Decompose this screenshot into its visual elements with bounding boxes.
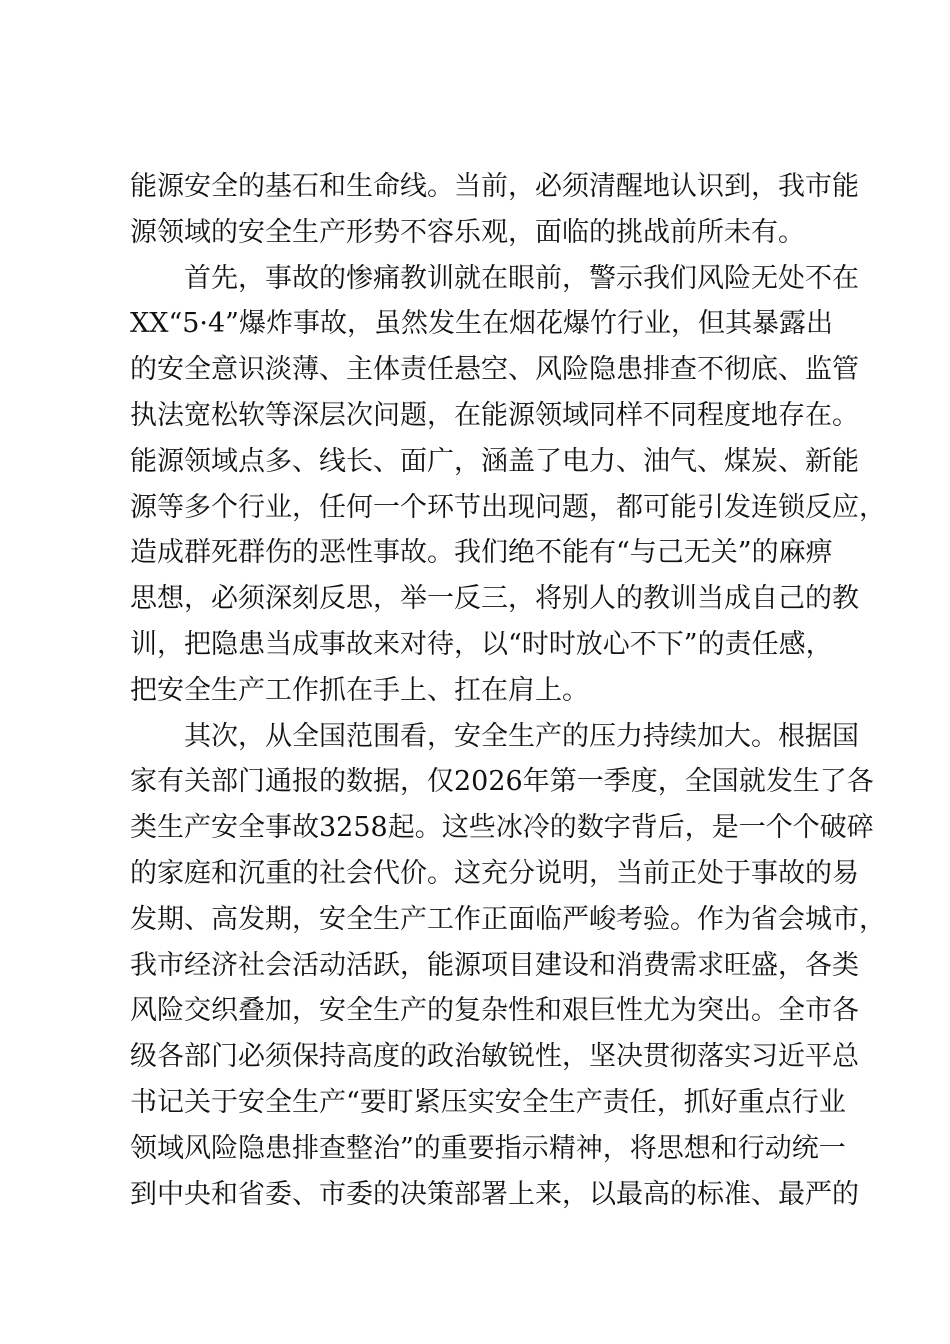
- text-line: 把安全生产工作抓在手上、扛在肩上。: [130, 674, 589, 706]
- text-line: 书记关于安全生产“要盯紧压实安全生产责任，抓好重点行业: [130, 1086, 846, 1118]
- text-line: XX“5·4”爆炸事故，虽然发生在烟花爆竹行业，但其暴露出: [130, 308, 833, 340]
- text-line: 级各部门必须保持高度的政治敏锐性，坚决贯彻落实习近平总: [130, 1041, 859, 1073]
- text-line: 类生产安全事故3258起。这些冰冷的数字背后，是一个个破碎: [130, 812, 874, 844]
- text-line: 思想，必须深刻反思，举一反三，将别人的教训当成自己的教: [130, 583, 859, 615]
- text-line: 的安全意识淡薄、主体责任悬空、风险隐患排查不彻底、监管: [130, 354, 859, 386]
- text-line: 到中央和省委、市委的决策部署上来，以最高的标准、最严的: [130, 1178, 859, 1210]
- text-line: 发期、高发期，安全生产工作正面临严峻考验。作为省会城市，: [130, 903, 886, 935]
- text-line: 领域风险隐患排查整治”的重要指示精神，将思想和行动统一: [130, 1132, 846, 1164]
- paragraph-first-line: 其次，从全国范围看，安全生产的压力持续加大。根据国: [184, 720, 859, 752]
- text-line: 能源安全的基石和生命线。当前，必须清醒地认识到，我市能: [130, 171, 859, 202]
- text-line: 源领域的安全生产形势不容乐观，面临的挑战前所未有。: [130, 216, 805, 248]
- text-line: 源等多个行业，任何一个环节出现问题，都可能引发连锁反应，: [130, 491, 886, 523]
- text-line: 造成群死群伤的恶性事故。我们绝不能有“与己无关”的麻痹: [130, 537, 833, 569]
- text-line: 风险交织叠加，安全生产的复杂性和艰巨性尤为突出。全市各: [130, 995, 859, 1027]
- text-line: 训，把隐患当成事故来对待，以“时时放心不下”的责任感，: [130, 628, 833, 660]
- text-line: 的家庭和沉重的社会代价。这充分说明，当前正处于事故的易: [130, 857, 859, 889]
- text-line: 能源领域点多、线长、面广，涵盖了电力、油气、煤炭、新能: [130, 445, 859, 477]
- paragraph-first-line: 首先，事故的惨痛教训就在眼前，警示我们风险无处不在: [184, 262, 859, 294]
- text-line: 我市经济社会活动活跃，能源项目建设和消费需求旺盛，各类: [130, 949, 859, 981]
- text-line: 执法宽松软等深层次问题，在能源领域同样不同程度地存在。: [130, 399, 859, 431]
- text-line: 家有关部门通报的数据，仅2026年第一季度，全国就发生了各: [130, 766, 874, 798]
- body-text: [130, 164, 886, 1217]
